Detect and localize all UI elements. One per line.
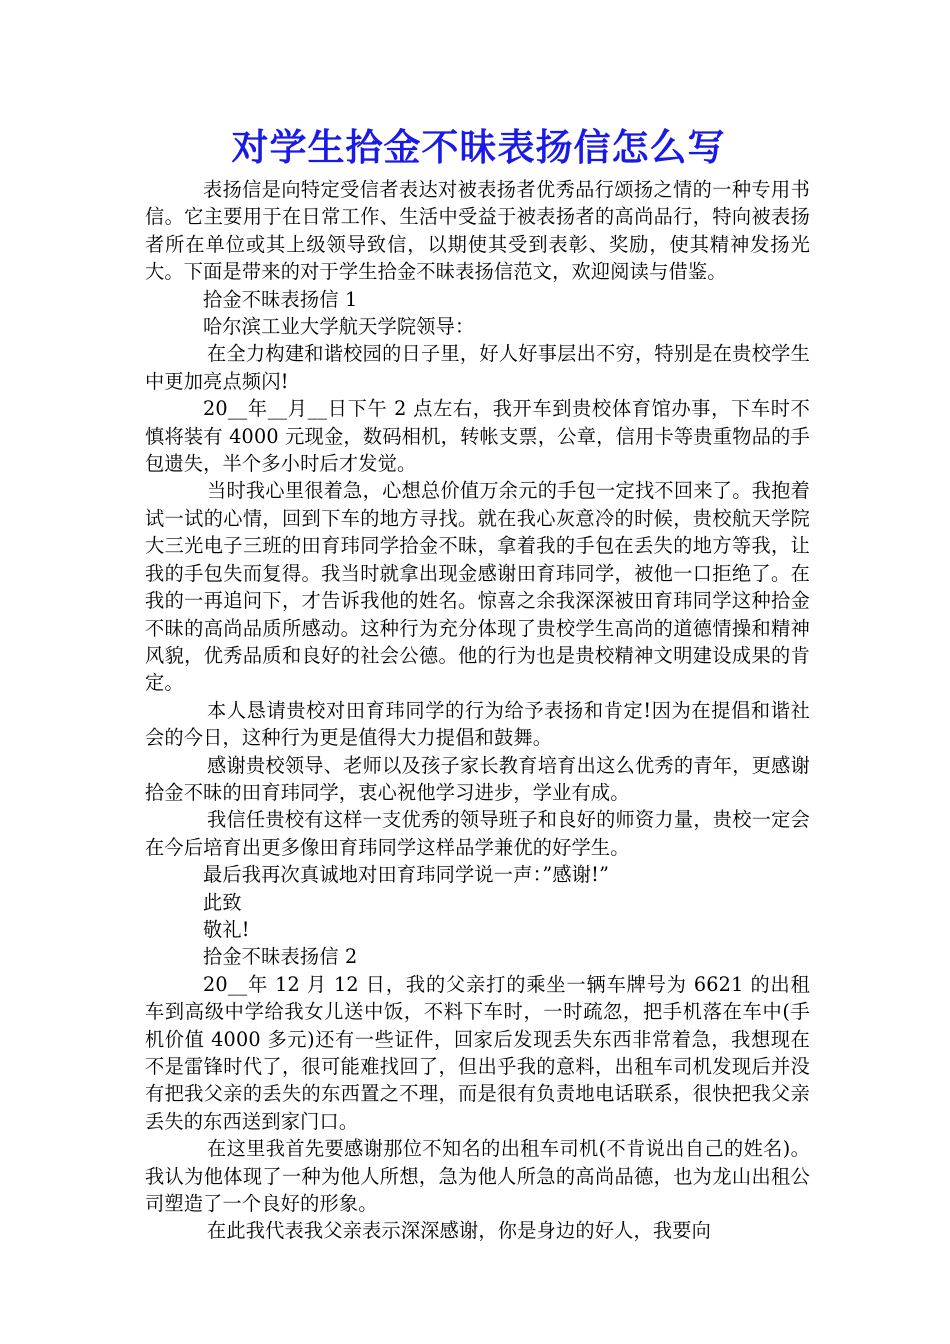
letter1-paragraph-5: 感谢贵校领导、老师以及孩子家长教育培育出这么优秀的青年，更感谢拾金不昧的田育玮同学，衷心祝他学习进步，学业有成。 bbox=[145, 753, 810, 804]
letter2-paragraph-1: 20__年 12 月 12 日，我的父亲打的乘坐一辆车牌号为 6621 的出租车到高级中学给我女儿送中饭，不料下车时，一时疏忽，把手机落在车中(手机价值 4000 多元)还有一些证件，回家后发现丢失东西非常着急，我想现在不是雷锋时代了，很可能难找回了，但出乎我的意料，出租车司机发现后并没有把我父亲的丢失的东西置之不理，而是很有负责地电话联系，很快把我父亲丢失的东西送到家门口。 bbox=[145, 972, 810, 1133]
document-page bbox=[145, 120, 810, 1245]
section-heading-1: 拾金不昧表扬信 1 bbox=[203, 287, 358, 311]
letter1-paragraph-3: 当时我心里很着急，心想总价值万余元的手包一定找不回来了。我抱着试一试的心情，回到下车的地方寻找。就在我心灰意冷的时候，贵校航天学院大三光电子三班的田育玮同学拾金不昧，拿着我的手包在丢失的地方等我，让我的手包失而复得。我当时就拿出现金感谢田育玮同学，被他一口拒绝了。在我的一再追问下，才告诉我他的姓名。惊喜之余我深深被田育玮同学这种拾金不昧的高尚品质所感动。这种行为充分体现了贵校学生高尚的道德情操和精神风貌，优秀品质和良好的社会公德。他的行为也是贵校精神文明建设成果的肯定。 bbox=[145, 479, 810, 695]
letter1-closing-line: 最后我再次真诚地对田育玮同学说一声：”感谢!” bbox=[203, 863, 610, 887]
salutation: 哈尔滨工业大学航天学院领导： bbox=[203, 315, 475, 339]
letter2-paragraph-3: 在此我代表我父亲表示深深感谢，你是身边的好人，我要向 bbox=[207, 1219, 712, 1243]
letter2-paragraph-2: 在这里我首先要感谢那位不知名的出租车司机(不肯说出自己的姓名)。我认为他体现了一种为他人所想，急为他人所急的高尚品德，也为龙山出租公司塑造了一个良好的形象。 bbox=[145, 1137, 810, 1216]
closing-greeting-1: 此致 bbox=[203, 890, 242, 914]
closing-greeting-2: 敬礼! bbox=[203, 917, 250, 941]
letter1-paragraph-1: 在全力构建和谐校园的日子里，好人好事层出不穷，特别是在贵校学生中更加亮点频闪! bbox=[145, 342, 810, 393]
document-title: 对学生拾金不昧表扬信怎么写 bbox=[231, 126, 726, 169]
letter1-paragraph-4: 本人恳请贵校对田育玮同学的行为给予表扬和肯定!因为在提倡和谐社会的今日，这种行为更是值得大力提倡和鼓舞。 bbox=[145, 698, 810, 750]
intro-paragraph: 表扬信是向特定受信者表达对被表扬者优秀品行颂扬之情的一种专用书信。它主要用于在日常工作、生活中受益于被表扬者的高尚品行，特向被表扬者所在单位或其上级领导致信，以期使其受到表彰、奖励，使其精神发扬光大。下面是带来的对于学生拾金不昧表扬信范文，欢迎阅读与借鉴。 bbox=[145, 178, 810, 284]
section-heading-2: 拾金不昧表扬信 2 bbox=[203, 945, 358, 969]
letter1-paragraph-2: 20__年__月__日下午 2 点左右，我开车到贵校体育馆办事，下车时不慎将装有 4000 元现金，数码相机，转帐支票，公章，信用卡等贵重物品的手包遗失，半个多小时后才发觉。 bbox=[145, 397, 810, 476]
letter1-paragraph-6: 我信任贵校有这样一支优秀的领导班子和良好的师资力量，贵校一定会在今后培育出更多像田育玮同学这样品学兼优的好学生。 bbox=[145, 808, 810, 859]
